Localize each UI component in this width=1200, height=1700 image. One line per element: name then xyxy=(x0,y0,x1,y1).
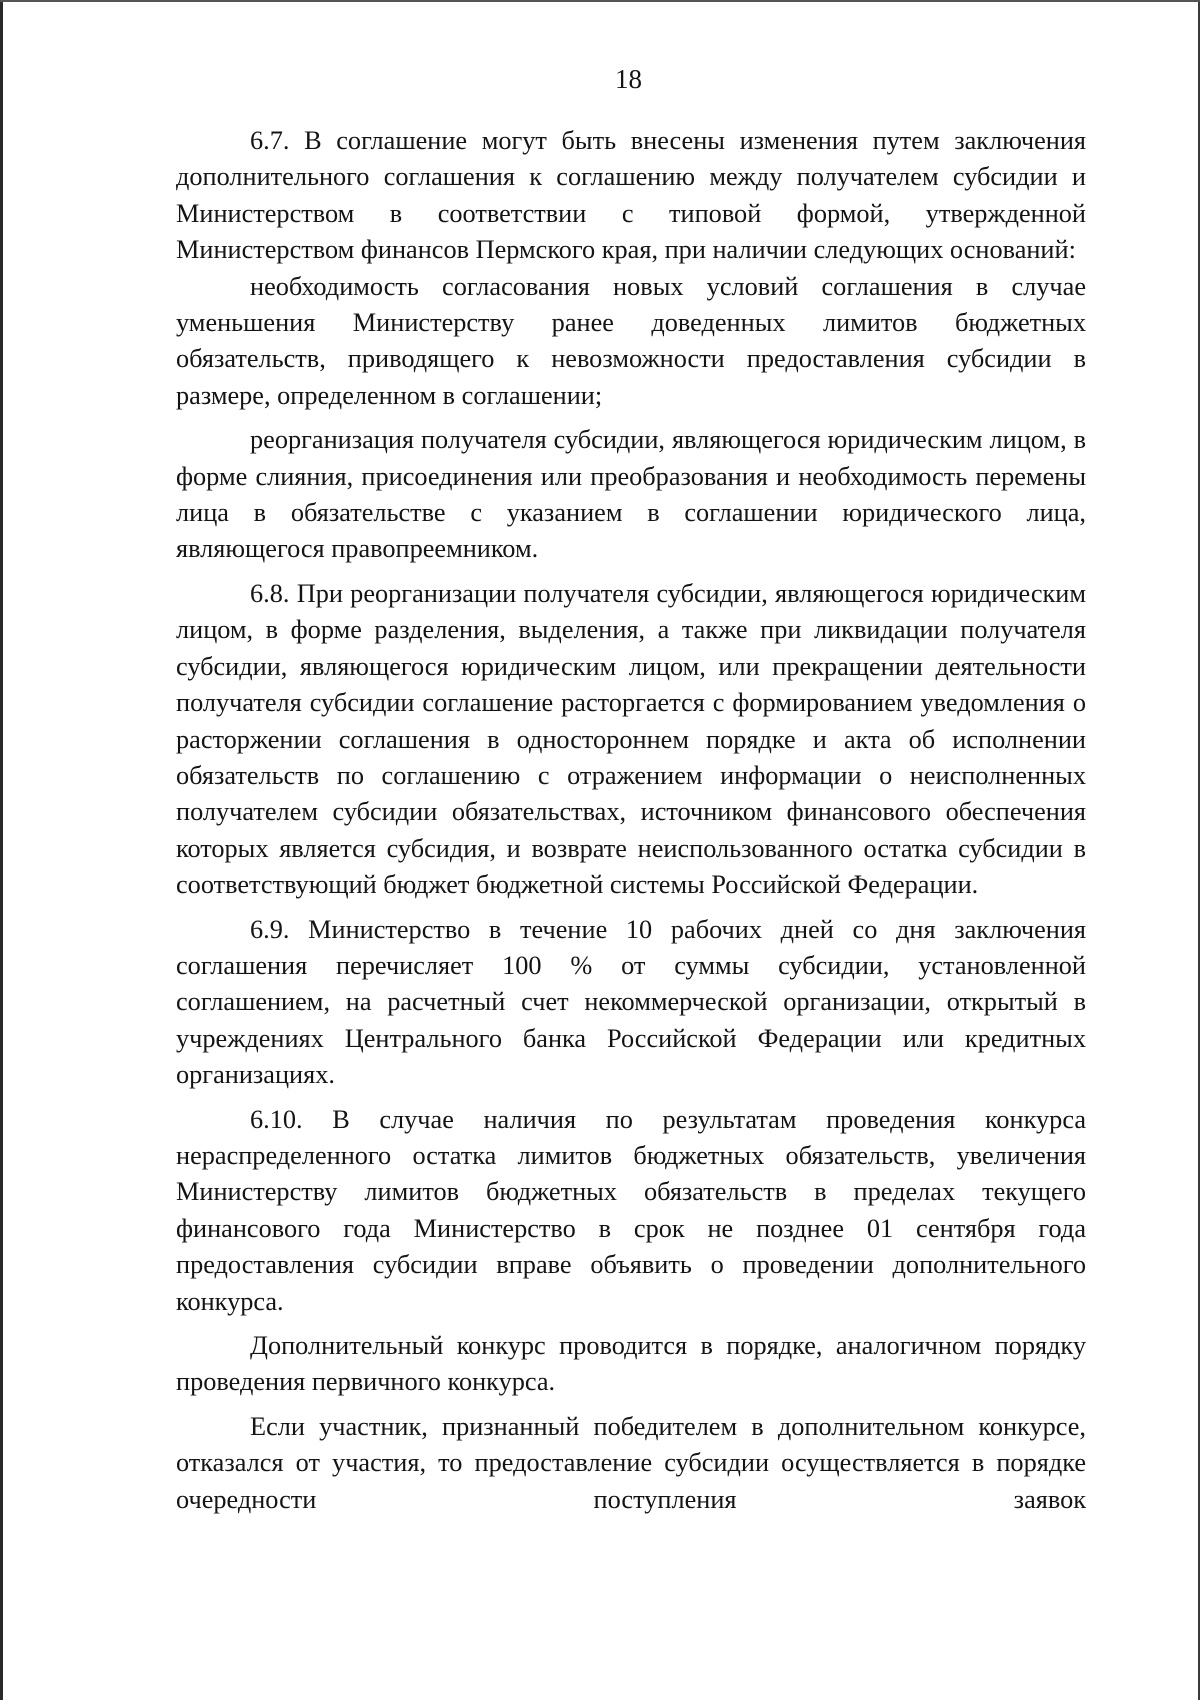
scan-edge-top xyxy=(0,0,1200,2)
paragraph-condition-reorganization: реорганизация получателя субсидии, являющегося юридическим лицом, в форме слияния, присоединения или преобразования и необходимость перемены лица в обязательстве с указанием в соглашении юридического лица, являющегося правопреемником. xyxy=(176,425,1086,564)
paragraph-winner-refusal: Если участник, признанный победителем в дополнительном конкурсе, отказался от участия, то предоставление субсидии осуществляется в порядке очередности поступления заявок xyxy=(176,1411,1086,1514)
paragraph-additional-contest: Дополнительный конкурс проводится в порядке, аналогичном порядку проведения первичного конкурса. xyxy=(176,1331,1086,1397)
paragraph-condition-limits: необходимость согласования новых условий соглашения в случае уменьшения Министерству ранее доведенных лимитов бюджетных обязательств, приводящего к невозможности предоставления субсидии в размере, определенном в соглашении; xyxy=(176,271,1086,410)
paragraph-6-10: 6.10. В случае наличия по результатам проведения конкурса нераспределенного остатка лимитов бюджетных обязательств, увеличения Министерству лимитов бюджетных обязательств в пределах текущего финансового года Министерство в срок не позднее 01 сентября года предоставления субсидии вправе объявить о проведении дополнительного конкурса. xyxy=(176,1104,1086,1316)
paragraph-6-9: 6.9. Министерство в течение 10 рабочих дней со дня заключения соглашения перечисляет 100 % от суммы субсидии, установленной соглашением, на расчетный счет некоммерческой организации, открытый в учреждениях Центрального банка Российской Федерации или кредитных организациях. xyxy=(176,914,1086,1090)
paragraph-6-7: 6.7. В соглашение могут быть внесены изменения путем заключения дополнительного соглашения к соглашению между получателем субсидии и Министерством в соответствии с типовой формой, утвержденной Министерством финансов Пермского края, при наличии следующих оснований: xyxy=(176,126,1086,265)
paragraph-6-8: 6.8. При реорганизации получателя субсидии, являющегося юридическим лицом, в форме разделения, выделения, а также при ликвидации получателя субсидии, являющегося юридическим лицом, или прекращении деятельности получателя субсидии соглашение расторгается с формированием уведомления о расторжении соглашения в одностороннем порядке и акта об исполнении обязательств по соглашению с отражением информации о неисполненных получателем субсидии обязательствах, источником финансового обеспечения которых является субсидия, и возврате неиспользованного остатка субсидии в соответствующий бюджет бюджетной системы Российской Федерации. xyxy=(176,578,1086,900)
page-number: 18 xyxy=(615,64,642,94)
document-body xyxy=(176,123,1086,1518)
scan-edge-left xyxy=(0,0,3,1700)
